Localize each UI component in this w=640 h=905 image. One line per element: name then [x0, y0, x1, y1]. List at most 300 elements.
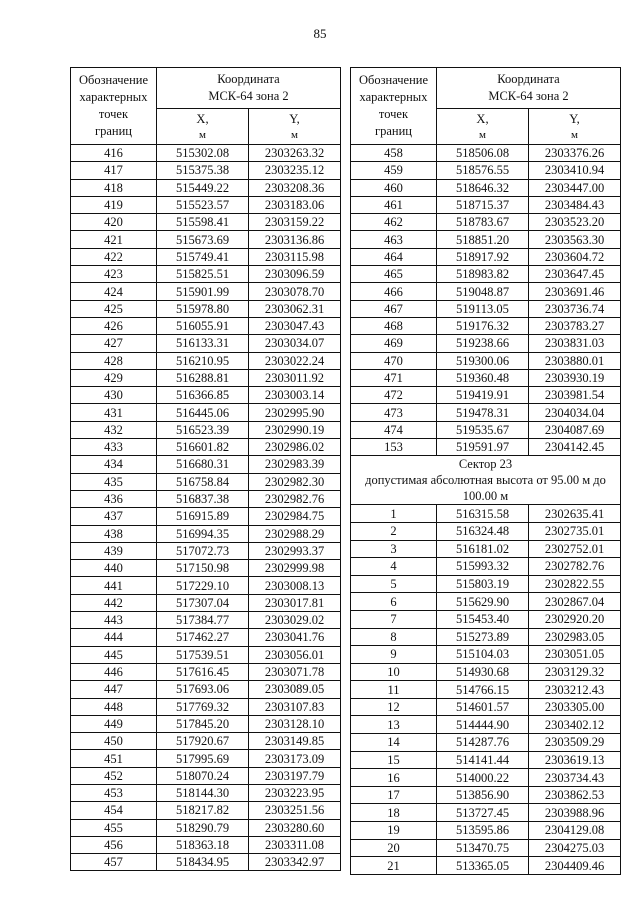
y-coordinate-cell: 2303988.96: [529, 804, 621, 822]
x-coordinate-cell: 516523.39: [157, 421, 249, 438]
x-header: X, м: [157, 109, 249, 145]
y-coordinate-cell: 2303078.70: [249, 283, 341, 300]
table-row: [71, 836, 341, 853]
point-number-cell: 468: [351, 317, 437, 334]
table-row: [351, 593, 621, 611]
x-coordinate-cell: 519238.66: [437, 335, 529, 352]
point-number-cell: 19: [351, 822, 437, 840]
table-row: [351, 196, 621, 213]
table-row: [351, 681, 621, 699]
table-row: [71, 248, 341, 265]
table-row: [351, 145, 621, 162]
point-number-cell: 470: [351, 352, 437, 369]
y-coordinate-cell: 2303017.81: [249, 594, 341, 611]
x-coordinate-cell: 517769.32: [157, 698, 249, 715]
point-number-cell: 431: [71, 404, 157, 421]
x-coordinate-cell: 516055.91: [157, 317, 249, 334]
y-coordinate-cell: 2302984.75: [249, 508, 341, 525]
x-coordinate-cell: 516133.31: [157, 335, 249, 352]
sector-row: [351, 456, 621, 505]
table-row: [351, 387, 621, 404]
x-coordinate-cell: 516758.84: [157, 473, 249, 490]
y-coordinate-cell: 2302752.01: [529, 540, 621, 558]
point-number-cell: 473: [351, 404, 437, 421]
x-coordinate-cell: 514444.90: [437, 716, 529, 734]
x-coordinate-cell: 516288.81: [157, 369, 249, 386]
y-coordinate-cell: 2302993.37: [249, 542, 341, 559]
y-coordinate-cell: 2303212.43: [529, 681, 621, 699]
x-coordinate-cell: 518363.18: [157, 836, 249, 853]
y-coordinate-cell: 2303930.19: [529, 369, 621, 386]
table-row: [71, 179, 341, 196]
point-number-cell: 426: [71, 317, 157, 334]
x-coordinate-cell: 517072.73: [157, 542, 249, 559]
x-coordinate-cell: 515104.03: [437, 646, 529, 664]
x-coordinate-cell: 518576.55: [437, 162, 529, 179]
table-row: [351, 421, 621, 438]
point-number-cell: 452: [71, 767, 157, 784]
sector-cell: [351, 456, 621, 505]
point-number-cell: 425: [71, 300, 157, 317]
y-coordinate-cell: 2303062.31: [249, 300, 341, 317]
y-coordinate-cell: 2303107.83: [249, 698, 341, 715]
table-row: [71, 473, 341, 490]
y-coordinate-cell: 2302983.05: [529, 628, 621, 646]
y-coordinate-cell: 2304129.08: [529, 822, 621, 840]
x-coordinate-cell: 515302.08: [157, 145, 249, 162]
point-number-cell: 444: [71, 629, 157, 646]
table-row: [71, 369, 341, 386]
x-coordinate-cell: 515523.57: [157, 196, 249, 213]
table-row: [351, 317, 621, 334]
point-number-cell: 437: [71, 508, 157, 525]
y-coordinate-cell: 2303447.00: [529, 179, 621, 196]
x-coordinate-cell: 517693.06: [157, 681, 249, 698]
y-coordinate-cell: 2302986.02: [249, 439, 341, 456]
point-number-cell: 450: [71, 733, 157, 750]
y-coordinate-cell: 2303410.94: [529, 162, 621, 179]
y-coordinate-cell: 2303691.46: [529, 283, 621, 300]
y-coordinate-cell: 2303173.09: [249, 750, 341, 767]
y-coordinate-cell: 2303509.29: [529, 734, 621, 752]
point-number-cell: 429: [71, 369, 157, 386]
sector-title: Сектор 23: [458, 457, 513, 472]
table-row: [351, 716, 621, 734]
point-number-cell: 471: [351, 369, 437, 386]
table-row: [71, 698, 341, 715]
table-row: [71, 214, 341, 231]
point-number-cell: 17: [351, 786, 437, 804]
table-row: [351, 769, 621, 787]
point-number-cell: 5: [351, 575, 437, 593]
table-row: [351, 751, 621, 769]
y-coordinate-cell: 2304409.46: [529, 857, 621, 875]
x-coordinate-cell: 517229.10: [157, 577, 249, 594]
table-row: [71, 352, 341, 369]
x-header: X, м: [437, 109, 529, 145]
x-coordinate-cell: 517845.20: [157, 715, 249, 732]
table-row: [351, 352, 621, 369]
table-row: [71, 145, 341, 162]
x-coordinate-cell: 515273.89: [437, 628, 529, 646]
table-row: [351, 698, 621, 716]
table-row: [71, 646, 341, 663]
y-coordinate-cell: 2303484.43: [529, 196, 621, 213]
designation-header: Обозначение характерных точек границ: [71, 68, 157, 145]
point-number-cell: 416: [71, 145, 157, 162]
point-number-cell: 418: [71, 179, 157, 196]
point-number-cell: 8: [351, 628, 437, 646]
x-coordinate-cell: 515749.41: [157, 248, 249, 265]
x-coordinate-cell: 517539.51: [157, 646, 249, 663]
coordinates-table-left: [70, 67, 341, 871]
x-coordinate-cell: 519300.06: [437, 352, 529, 369]
y-coordinate-cell: 2303831.03: [529, 335, 621, 352]
point-number-cell: 434: [71, 456, 157, 473]
x-coordinate-cell: 515901.99: [157, 283, 249, 300]
y-coordinate-cell: 2303342.97: [249, 854, 341, 871]
point-number-cell: 3: [351, 540, 437, 558]
table-row: [71, 542, 341, 559]
coordinate-header: Координата МСК-64 зона 2: [437, 68, 621, 109]
x-coordinate-cell: 515453.40: [437, 610, 529, 628]
y-coordinate-cell: 2302822.55: [529, 575, 621, 593]
y-coordinate-cell: 2302782.76: [529, 558, 621, 576]
x-coordinate-cell: 514287.76: [437, 734, 529, 752]
table-row: [351, 214, 621, 231]
y-coordinate-cell: 2303149.85: [249, 733, 341, 750]
point-number-cell: 466: [351, 283, 437, 300]
coordinates-table-right: [350, 67, 621, 875]
point-number-cell: 422: [71, 248, 157, 265]
point-number-cell: 445: [71, 646, 157, 663]
point-number-cell: 467: [351, 300, 437, 317]
point-number-cell: 421: [71, 231, 157, 248]
point-number-cell: 7: [351, 610, 437, 628]
x-coordinate-cell: 513365.05: [437, 857, 529, 875]
y-coordinate-cell: 2303159.22: [249, 214, 341, 231]
table-row: [351, 369, 621, 386]
table-row: [71, 283, 341, 300]
x-coordinate-cell: 516837.38: [157, 490, 249, 507]
point-number-cell: 449: [71, 715, 157, 732]
x-coordinate-cell: 516210.95: [157, 352, 249, 369]
y-coordinate-cell: 2302735.01: [529, 522, 621, 540]
table-row: [351, 439, 621, 456]
y-coordinate-cell: 2303251.56: [249, 802, 341, 819]
y-coordinate-cell: 2303311.08: [249, 836, 341, 853]
y-coordinate-cell: 2303071.78: [249, 663, 341, 680]
x-coordinate-cell: 518290.79: [157, 819, 249, 836]
table-row: [351, 300, 621, 317]
table-row: [351, 248, 621, 265]
table-row: [351, 786, 621, 804]
y-coordinate-cell: 2302988.29: [249, 525, 341, 542]
x-coordinate-cell: 518506.08: [437, 145, 529, 162]
point-number-cell: 20: [351, 839, 437, 857]
table-row: [71, 525, 341, 542]
x-coordinate-cell: 516315.58: [437, 505, 529, 523]
table-row: [351, 804, 621, 822]
point-number-cell: 455: [71, 819, 157, 836]
y-coordinate-cell: 2303008.13: [249, 577, 341, 594]
table-row: [351, 335, 621, 352]
y-coordinate-cell: 2302982.76: [249, 490, 341, 507]
y-coordinate-cell: 2303003.14: [249, 387, 341, 404]
table-row: [71, 663, 341, 680]
table-row: [351, 646, 621, 664]
x-coordinate-cell: 516445.06: [157, 404, 249, 421]
y-coordinate-cell: 2303034.07: [249, 335, 341, 352]
point-number-cell: 440: [71, 560, 157, 577]
point-number-cell: 4: [351, 558, 437, 576]
point-number-cell: 469: [351, 335, 437, 352]
point-number-cell: 153: [351, 439, 437, 456]
table-row: [71, 681, 341, 698]
y-coordinate-cell: 2303029.02: [249, 612, 341, 629]
x-coordinate-cell: 519591.97: [437, 439, 529, 456]
table-row: [71, 266, 341, 283]
x-coordinate-cell: 515825.51: [157, 266, 249, 283]
x-coordinate-cell: 516181.02: [437, 540, 529, 558]
y-coordinate-cell: 2302635.41: [529, 505, 621, 523]
table-row: [71, 162, 341, 179]
table-row: [351, 822, 621, 840]
x-coordinate-cell: 519478.31: [437, 404, 529, 421]
y-coordinate-cell: 2303880.01: [529, 352, 621, 369]
y-coordinate-cell: 2303089.05: [249, 681, 341, 698]
sector-description: допустимая абсолютная высота от 95.00 м до 100.00 м: [365, 473, 606, 504]
x-coordinate-cell: 518434.95: [157, 854, 249, 871]
x-coordinate-cell: 514766.15: [437, 681, 529, 699]
x-coordinate-cell: 517616.45: [157, 663, 249, 680]
point-number-cell: 420: [71, 214, 157, 231]
x-coordinate-cell: 517150.98: [157, 560, 249, 577]
y-coordinate-cell: 2303647.45: [529, 266, 621, 283]
y-coordinate-cell: 2302995.90: [249, 404, 341, 421]
table-row: [351, 540, 621, 558]
table-row: [71, 231, 341, 248]
table-row: [71, 854, 341, 871]
y-coordinate-cell: 2303011.92: [249, 369, 341, 386]
point-number-cell: 442: [71, 594, 157, 611]
y-coordinate-cell: 2303523.20: [529, 214, 621, 231]
x-coordinate-cell: 513856.90: [437, 786, 529, 804]
coordinate-header: Координата МСК-64 зона 2: [157, 68, 341, 109]
point-number-cell: 465: [351, 266, 437, 283]
x-coordinate-cell: 519176.32: [437, 317, 529, 334]
x-coordinate-cell: 517384.77: [157, 612, 249, 629]
y-coordinate-cell: 2304034.04: [529, 404, 621, 421]
y-header: Y, м: [529, 109, 621, 145]
y-coordinate-cell: 2303235.12: [249, 162, 341, 179]
table-row: [351, 663, 621, 681]
x-coordinate-cell: 518715.37: [437, 196, 529, 213]
table-row: [351, 505, 621, 523]
y-coordinate-cell: 2303041.76: [249, 629, 341, 646]
point-number-cell: 456: [71, 836, 157, 853]
y-coordinate-cell: 2303047.43: [249, 317, 341, 334]
x-coordinate-cell: 513470.75: [437, 839, 529, 857]
x-coordinate-cell: 517462.27: [157, 629, 249, 646]
table-row: [71, 612, 341, 629]
x-coordinate-cell: 519048.87: [437, 283, 529, 300]
table-row: [71, 594, 341, 611]
y-coordinate-cell: 2303128.10: [249, 715, 341, 732]
y-coordinate-cell: 2303783.27: [529, 317, 621, 334]
point-number-cell: 12: [351, 698, 437, 716]
table-row: [71, 456, 341, 473]
designation-header: Обозначение характерных точек границ: [351, 68, 437, 145]
table-row: [71, 317, 341, 334]
x-coordinate-cell: 516994.35: [157, 525, 249, 542]
point-number-cell: 457: [71, 854, 157, 871]
point-number-cell: 424: [71, 283, 157, 300]
y-coordinate-cell: 2304087.69: [529, 421, 621, 438]
point-number-cell: 474: [351, 421, 437, 438]
point-number-cell: 458: [351, 145, 437, 162]
y-coordinate-cell: 2303604.72: [529, 248, 621, 265]
y-coordinate-cell: 2303136.86: [249, 231, 341, 248]
y-coordinate-cell: 2303280.60: [249, 819, 341, 836]
y-coordinate-cell: 2303402.12: [529, 716, 621, 734]
point-number-cell: 9: [351, 646, 437, 664]
point-number-cell: 417: [71, 162, 157, 179]
point-number-cell: 423: [71, 266, 157, 283]
y-coordinate-cell: 2303736.74: [529, 300, 621, 317]
y-coordinate-cell: 2303223.95: [249, 784, 341, 801]
y-coordinate-cell: 2303563.30: [529, 231, 621, 248]
point-number-cell: 446: [71, 663, 157, 680]
x-coordinate-cell: 518144.30: [157, 784, 249, 801]
x-coordinate-cell: 515449.22: [157, 179, 249, 196]
x-coordinate-cell: 515803.19: [437, 575, 529, 593]
table-row: [71, 733, 341, 750]
table-row: [351, 404, 621, 421]
table-row: [71, 439, 341, 456]
table-row: [71, 819, 341, 836]
x-coordinate-cell: 517307.04: [157, 594, 249, 611]
table-row: [351, 628, 621, 646]
table-row: [351, 231, 621, 248]
point-number-cell: 463: [351, 231, 437, 248]
x-coordinate-cell: 516915.89: [157, 508, 249, 525]
y-coordinate-cell: 2303022.24: [249, 352, 341, 369]
point-number-cell: 433: [71, 439, 157, 456]
table-row: [71, 767, 341, 784]
x-coordinate-cell: 516324.48: [437, 522, 529, 540]
x-coordinate-cell: 515993.32: [437, 558, 529, 576]
table-row: [351, 283, 621, 300]
point-number-cell: 428: [71, 352, 157, 369]
point-number-cell: 439: [71, 542, 157, 559]
x-coordinate-cell: 514930.68: [437, 663, 529, 681]
table-row: [71, 629, 341, 646]
table-row: [71, 404, 341, 421]
x-coordinate-cell: 516366.85: [157, 387, 249, 404]
point-number-cell: 472: [351, 387, 437, 404]
point-number-cell: 436: [71, 490, 157, 507]
table-row: [351, 610, 621, 628]
table-row: [71, 196, 341, 213]
point-number-cell: 461: [351, 196, 437, 213]
point-number-cell: 435: [71, 473, 157, 490]
point-number-cell: 438: [71, 525, 157, 542]
table-row: [351, 839, 621, 857]
table-row: [351, 575, 621, 593]
table-row: [71, 560, 341, 577]
point-number-cell: 430: [71, 387, 157, 404]
y-coordinate-cell: 2303051.05: [529, 646, 621, 664]
x-coordinate-cell: 517920.67: [157, 733, 249, 750]
x-coordinate-cell: 519113.05: [437, 300, 529, 317]
point-number-cell: 18: [351, 804, 437, 822]
x-coordinate-cell: 518851.20: [437, 231, 529, 248]
x-coordinate-cell: 519535.67: [437, 421, 529, 438]
point-number-cell: 464: [351, 248, 437, 265]
x-coordinate-cell: 516680.31: [157, 456, 249, 473]
table-row: [351, 857, 621, 875]
y-coordinate-cell: 2303115.98: [249, 248, 341, 265]
point-number-cell: 6: [351, 593, 437, 611]
table-row: [351, 558, 621, 576]
table-row: [71, 750, 341, 767]
table-row: [351, 179, 621, 196]
y-coordinate-cell: 2302999.98: [249, 560, 341, 577]
y-coordinate-cell: 2303862.53: [529, 786, 621, 804]
point-number-cell: 453: [71, 784, 157, 801]
point-number-cell: 21: [351, 857, 437, 875]
y-coordinate-cell: 2303208.36: [249, 179, 341, 196]
x-coordinate-cell: 515375.38: [157, 162, 249, 179]
table-row: [71, 715, 341, 732]
table-row: [71, 300, 341, 317]
point-number-cell: 2: [351, 522, 437, 540]
y-coordinate-cell: 2303376.26: [529, 145, 621, 162]
x-coordinate-cell: 514000.22: [437, 769, 529, 787]
point-number-cell: 441: [71, 577, 157, 594]
y-coordinate-cell: 2303263.32: [249, 145, 341, 162]
y-coordinate-cell: 2302990.19: [249, 421, 341, 438]
x-coordinate-cell: 515978.80: [157, 300, 249, 317]
x-coordinate-cell: 515673.69: [157, 231, 249, 248]
point-number-cell: 16: [351, 769, 437, 787]
table-row: [71, 508, 341, 525]
x-coordinate-cell: 518217.82: [157, 802, 249, 819]
point-number-cell: 447: [71, 681, 157, 698]
point-number-cell: 15: [351, 751, 437, 769]
table-row: [351, 266, 621, 283]
table-row: [71, 577, 341, 594]
x-coordinate-cell: 518783.67: [437, 214, 529, 231]
table-row: [71, 802, 341, 819]
point-number-cell: 443: [71, 612, 157, 629]
point-number-cell: 14: [351, 734, 437, 752]
y-coordinate-cell: 2302983.39: [249, 456, 341, 473]
point-number-cell: 11: [351, 681, 437, 699]
y-coordinate-cell: 2303981.54: [529, 387, 621, 404]
point-number-cell: 427: [71, 335, 157, 352]
table-row: [71, 335, 341, 352]
point-number-cell: 448: [71, 698, 157, 715]
y-coordinate-cell: 2304142.45: [529, 439, 621, 456]
y-coordinate-cell: 2303056.01: [249, 646, 341, 663]
table-row: [71, 490, 341, 507]
x-coordinate-cell: 514141.44: [437, 751, 529, 769]
x-coordinate-cell: 519360.48: [437, 369, 529, 386]
table-row: [71, 421, 341, 438]
y-coordinate-cell: 2302867.04: [529, 593, 621, 611]
